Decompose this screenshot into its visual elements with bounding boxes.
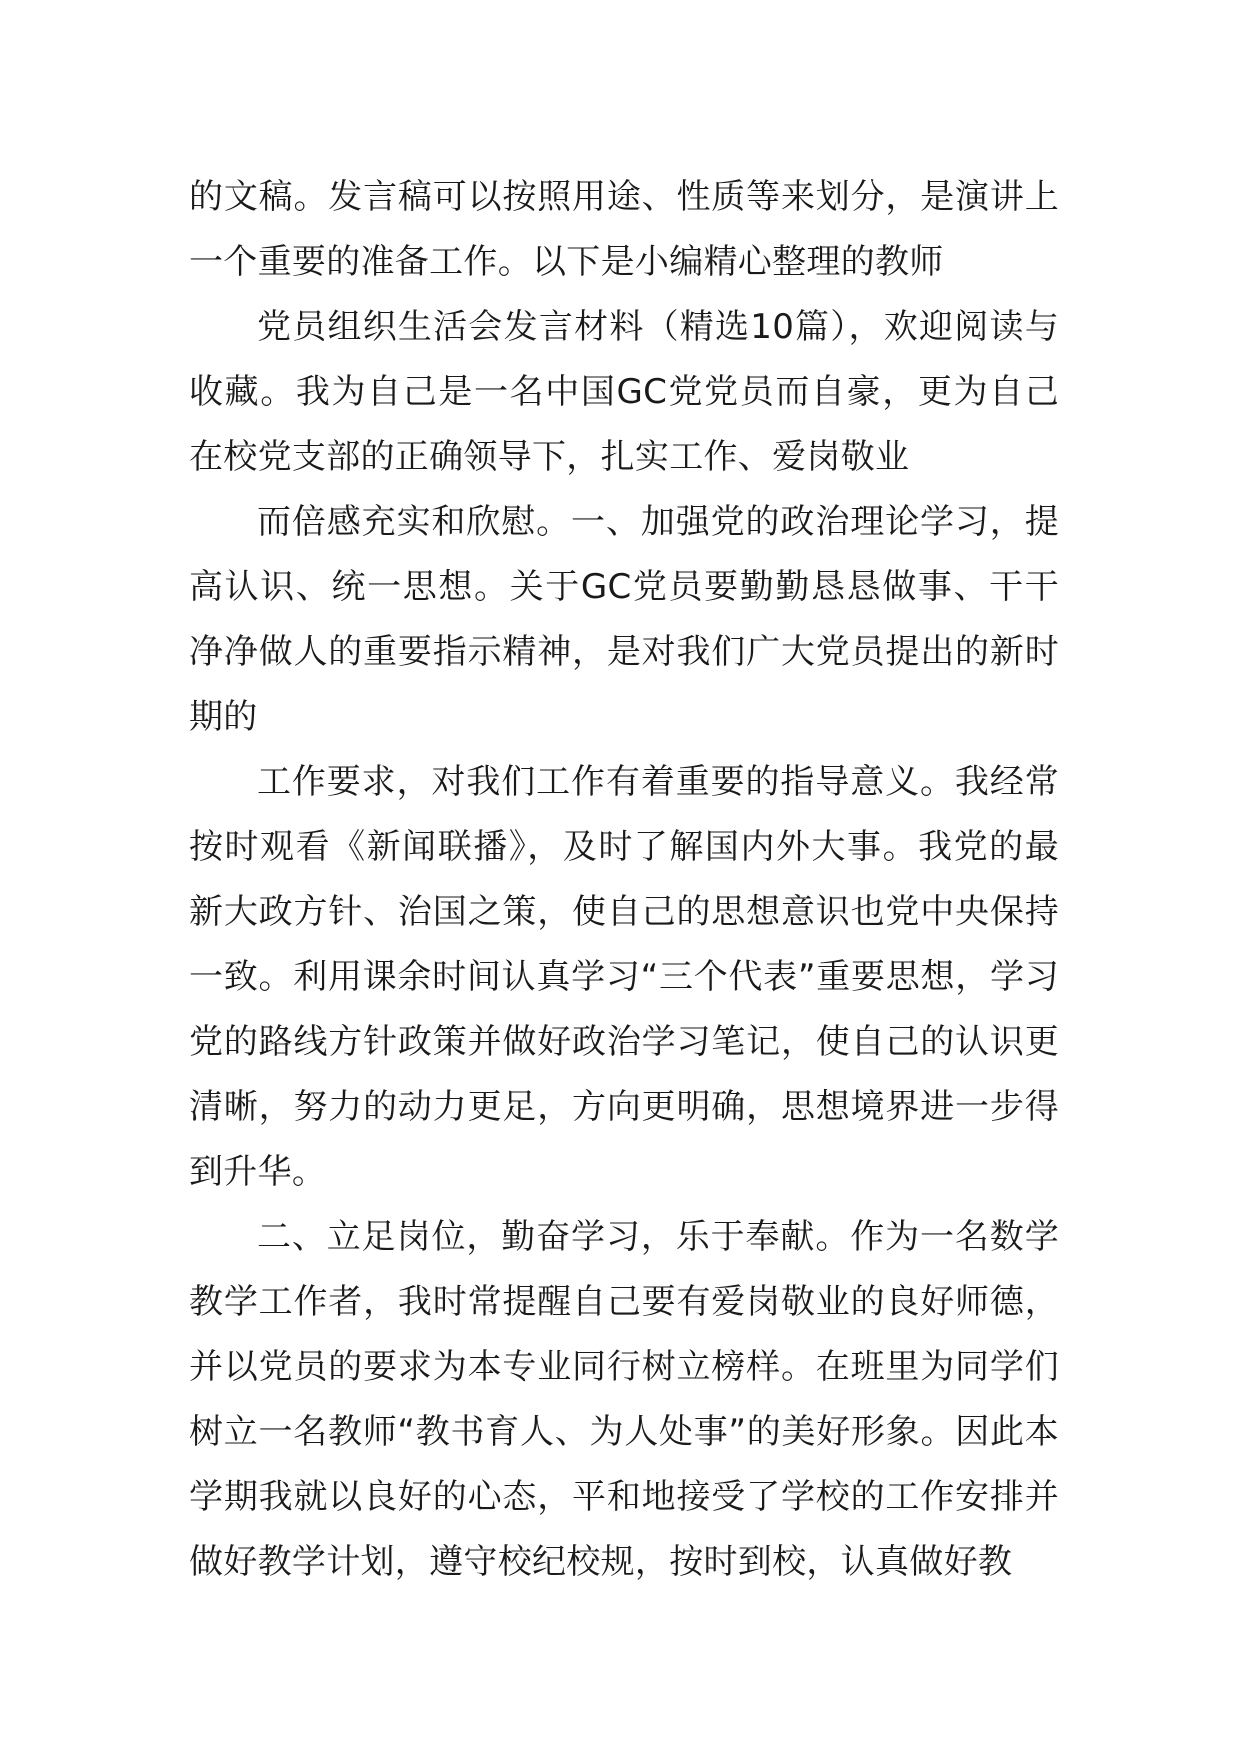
- paragraph-5: 二、立足岗位，勤奋学习，乐于奉献。作为一名数学教学工作者，我时常提醒自己要有爱岗敬业的良好师德，并以党员的要求为本专业同行树立榜样。在班里为同学们树立一名教师“教书育人、为人处事”的美好形象。因此本学期我就以良好的心态，平和地接受了学校的工作安排并做好教学计划，遵守校纪校规，按时到校，认真做好教: [189, 1217, 1059, 1582]
- paragraph-2: 党员组织生活会发言材料（精选10篇），欢迎阅读与收藏。我为自己是一名中国GC党党员而自豪，更为自己在校党支部的正确领导下，扎实工作、爱岗敬业: [189, 307, 1059, 477]
- paragraph-3: 而倍感充实和欣慰。一、加强党的政治理论学习，提高认识、统一思想。关于GC党员要勤勤恳恳做事、干干净净做人的重要指示精神，是对我们广大党员提出的新时期的: [189, 502, 1059, 737]
- paragraph-1: 的文稿。发言稿可以按照用途、性质等来划分，是演讲上一个重要的准备工作。以下是小编精心整理的教师: [189, 177, 1059, 282]
- body-text: [189, 165, 1059, 1595]
- paragraph-4: 工作要求，对我们工作有着重要的指导意义。我经常按时观看《新闻联播》，及时了解国内外大事。我党的最新大政方针、治国之策，使自己的思想意识也党中央保持一致。利用课余时间认真学习“三个代表”重要思想，学习党的路线方针政策并做好政治学习笔记，使自己的认识更清晰，努力的动力更足，方向更明确，思想境界进一步得到升华。: [189, 762, 1059, 1192]
